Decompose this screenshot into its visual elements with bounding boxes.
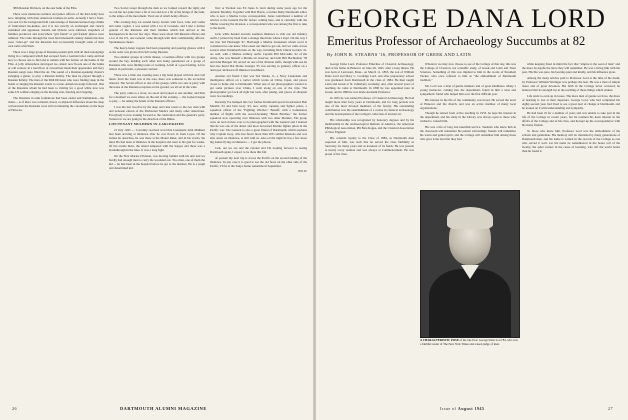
paragraph: I was the last two-five by the deep and clear toasts to the two men with and between eleven of the Divisional Medics and many other Americans. Everybody is now looking forward to the celebration and the general's party. Tomorrow we are going in the direction of the Rhine. [109, 104, 205, 121]
paragraph: while keeping fixed in mind the fact that "empire is the seed of man" and the more its depths the more they will remember. He was a living link with the past. His life was pure, his bearing quiet and kindly, and his influence great. [522, 62, 620, 75]
page-number-left: 26 [12, 406, 17, 411]
paragraph: At present my next trip is across the Pacific on the second landing of the Okinawa. In any case it is good to see the old faces on the other side of the Pacific, I'll be at the Tokyo home sometime in September. [210, 155, 307, 168]
article-byline: By JOHN B. STEARNS '16, PROFESSOR OF GREEK AND LATIN [327, 52, 472, 57]
right-column-3 [522, 62, 620, 404]
issue-prefix: Issue of [440, 406, 457, 411]
page-gutter [313, 0, 316, 420]
paragraph: Two smaller groups in a little theater, a German officer with two groups around the bay, kidding each other and being questioned on a group of Russians who were finding toasts or working. A hell of a good feeling. A few talkers in particular, a pleasant contrast. [109, 55, 205, 72]
paragraph: Two Soviet swept through the dark as we formed toward the right; and we ran but not quite; here a bit of rest and now a bit of the bridge of the fault, to the tempo of the movement. Tired out of small Army officers. [109, 6, 205, 19]
paragraph: Jack, out we are and the colonel and I'm looking forward to seeing Dartmouth again, I expect to be there this fall. [210, 145, 307, 154]
photo-caption [420, 339, 518, 347]
magazine-footer: DARTMOUTH ALUMNI MAGAZINE [120, 406, 207, 411]
paragraph: Mr. Lord was a man of gentle manners and of great kindliness. Many a young instructor, coming into the department, found in him a wise and sympathetic friend who helped him over the first difficult year. [420, 83, 516, 96]
paragraph: Text or Tiernan was Ed Jones Jr. born during some years ago for the Atlantic Monthly. Together with Bob Harris, a former Daily Dartmouth editor who is now a Marine Corps correspondent, Jones contributed a number of articles to the General Pacific before coming here, and is currently with the Shima covering the invasion, a correspondent who was among the first to take to the beach. [210, 6, 307, 31]
left-column-3 [210, 6, 307, 404]
paragraph: His scholarship was recognized by honorary degrees and by his membership in the Archaeological Institute of America, the American Philological Association, Phi Beta Kappa, and the Classical Association of New England. [325, 117, 414, 134]
paragraph: He had been ill for a number of years and was unable to take part in the life of the College in recent years, but he retained his keen interest in the affairs of the College and of his class, and he kept up his correspondence with his many friends. [522, 111, 620, 128]
signature-initials: H.E.W. [298, 169, 307, 174]
paragraph: 38th Russian Division, on the east bank of the Elbe. [13, 6, 78, 10]
page-number-right: 27 [608, 406, 613, 411]
portrait-photo [420, 190, 520, 338]
paragraph: His was a life of long and unselfish service. Students who knew him in the classroom will remember his patient scholarship; friends will remember his warm and genial spirit, and the College will remember him among those who gave it the best that they had. [420, 125, 516, 142]
paragraph: On the First Marine Division, was moving behind with his unit and we hardly had enough men to carry the wounded out. Two men, one of them the kid ... he had been in the hospital before he got to the marines. He is a tough and determined kid. [109, 153, 205, 171]
paragraph: There was a large group of Russian peasant girls with all their belongings living in a compound which had escaped from a German labor camp and had now to choose one to find and to remain with her former on the banks of the Elbe. A jolly atmosphere developed too, music now floods one of the banks or odd corners; in a loud flow of concertinas made their appearance and fiery Russian songs were filled the air. The sound of a Russian-speaking chorus's swinging a guitar, to play a Russian lullaby. The men he played through a Russian lullaby. The men of the 69th Division who were finding sleep in the bands or singing the Russian words to a tune. American songs followed. One of the Russians whom he had been to visiting for a good while now was some US soldiers singing on the moving side, dancing and clapping. [8, 49, 104, 95]
paragraph: 21 July 1945 — I recently received word that Lieutenant John Mulhern had been arriving at Okinawa after he was flown in from Leyte. Of the battles he describes, he was there at the Mount Ruler, and in his words, the mud. He had been at Okinawa in the hospital and went to his gun for weeks. Of the events there, the island tempered with the Sapper and there was a breakthrough in the lines. It was a long fight. [109, 128, 205, 153]
right-column-2 [420, 62, 516, 186]
paragraph: The party came to a close; we stood and looked at one another; and then for a moment we were silent. At the end of the evening — the General began to play — he taking the hands of the Russian officers. [109, 90, 205, 103]
paragraph: His constant loyalty to the Class of 1884, as Dartmouth men expected of him, was such that he served the class faithfully as Secretary for many years and as treasurer of its funds. He was present at nearly every reunion and was always at Commencement. He was proud of his class. [325, 135, 414, 156]
paragraph: There was a little one evening, here a big band played with hot and cold music from the band was at the area, there was someone to the accordion cheered. The Soviet officer at one of the groups, while two sets at party with the noise of the Russian reception on the ground, we all sat in the wine. [109, 73, 205, 90]
left-column-2 [109, 6, 205, 404]
paragraph: Life tends to even up in losses. The more men of genius we have, the more of learning is lost at their departure. George Lord, who had completed his eighty-second year, had lived to see a great deal of change at Dartmouth, and he looked on it with understanding and sympathy. [522, 93, 620, 110]
left-column-1 [8, 6, 104, 404]
paragraph: The Russians in tank formations had been ended and Kummando—the ticket— as if there was a mental, moral, or physical difference about the deep conversation the Russians were still accentuating the colonelians on the hope of Holocau. [8, 95, 104, 112]
paragraph: George Dana Lord, Professor Emeritus of Classical Archaeology, died at his home in Hanover on June 29, 1945, after a long illness. He was born at Lancaster, Mass., on March 11, 1863, the son of William Dana Lord and Mary C. Coolidge Lord, and after preparatory school was graduated from Dartmouth in the class of 1884. He then taught Latin and Greek at St. Johnsbury Academy, and, after several years of teaching, he came to Dartmouth. In 1890 he was appointed tutor in Greek, and in 1896 he was made Assistant Professor. [325, 62, 414, 95]
paragraph: Though he retired from active teaching in 1933, he kept his interest in the department, and his study in the Library was always open to those who wished to consult him. [420, 111, 516, 124]
paragraph: Jack, while headed towards southern Okinawa to visit our old infantry outfit, I picked my head from a strange mud hole where I slept. On the way I ran into Ted Horbaugh '47, Horbaugh a Marine Lieutenant whom word is considered no one knew. That eased our mind to get out, and we came across several other Dartmouth men on the way, including Dick Chuck Gordon '41. As well, with a Marine artillery outfit. Captain Bill McCaskle '42 of the Army, who was himself a Marine air observer, and both Bill Hochleitner '38 and John Heisgen '40, served on one of the division staffs, though with one he had also heard that Monte Granger '35 was serving as gunnery officer on a destroyer anchored off Okinawa beachhead. [210, 31, 307, 73]
paragraph: There were numerous soldiers and junior officers of the Red Army here now, mingling with their American brothers-in-arms. Actually I had a front-row seat for the background hall a knowledge of Russian learned large drinks of fruitcomed ms-kumsa, and it is not exactly an exchanged and clearly examined and appraised, medals and ribbons were admired, snapshots of families produced, and everywhere "girl friend" or girl friends' photos were admired. The radio through the town had nineteenth century Americans here were "tabor-go" and the Russians had occasionally brought some of their own radio with them. [8, 11, 104, 49]
caption-lead: A CHARACTERISTIC POSE [420, 338, 459, 342]
portrait-hair [447, 207, 493, 229]
section-heading: LIEUTENANT MULHERN IN-CARCERATED [109, 122, 184, 127]
portrait-body [429, 269, 511, 338]
paragraph: The heavy-laden wagons had been preparing and pouring glasses with it as the order was given all in full swing Russian. [109, 45, 205, 54]
paragraph: Recently I've bumped into two former Dartmouth sports broadcasters Bob Mestlin '43 and Don Gray '43, now Army captains and fighter pilots, a squadron officer of the "Fighting Witches." Bestaff, with a tremendous number of flights with the record-breaking "Black Batches," the former squadron now operating over Okinawa with two other Marines. The group were on and on here over to be photographed with the General and I learned that he was one of the ablest and most decorated Marine fighter pilots in the Pacific war. The General is also a great friend of Dartmouth, which explains why Captain Gray, who has flown more than 200 combat missions and was shot down on Okinawa, is still with us. Also on the night he has a few more big names flying on Okinawa — I got the photos. [210, 99, 307, 145]
paragraph: Another old friend I met was Ted Weeks, Jr., a Navy Lieutenant and intelligence officer on a carrier which works on China, Japan, and places closer to home and to Dartmouth. When one of our photographers wanted to get some pictures over China, I went along on one of the trips. The photographer got back all right but took, after joking, and pieces of shrapnel were two landings. [210, 73, 307, 99]
paragraph: To those who knew him, Professor Lord was the embodiment of the scholar and gentleman. His memory will be cherished by many generations of Dartmouth men, and his name is written in the records of the College as one who served it well. Let his name be remembered in the honor roll of the faculty, the quiet worker in the cause of learning, who left the world better than he found it. [522, 129, 620, 154]
paragraph: This evening they sat around heavy barrels with food, wine and vodka and some cognac. I was seated with a lot of Colonels, and I met a former general of the Russians and their families which had arrived at the headquarters in the last few days. There were about 100 Russian officers and a lot of the US, one General came through with their commanding officers. Spontaneous cheers. [109, 19, 205, 44]
caption-text: of the late Prof. George Dana Lord '84, who was a faithful reader of The New York Times and a keen judge of men. [420, 338, 518, 346]
paragraph: In 1925 he was named Professor of Classical Archaeology. He had taught more than forty years at Dartmouth, and for long periods was one of the most devoted members of the faculty. His outstanding contribution was the establishment of a course in classical archaeology and the development of the College's collection of ancient art. [325, 95, 414, 117]
paragraph: His interest in the life of the community was broad. He served the town of Hanover and the church, and was an active member of many local organizations. [420, 97, 516, 110]
paragraph: Among the many articles paid to Professor Lord at the time of his death, by Professor William Wirtinger was perhaps the best. He was a man of simple tastes and of great devotion. His faith in the College never wavered; he believed that its strength lay in the teaching of those things which endure. [522, 75, 620, 92]
issue-label [440, 406, 484, 411]
article-subtitle: Emeritus Professor of Archaeology Succumbs at 82 [327, 34, 586, 48]
article-title: GEORGE DANA LORD [327, 4, 606, 33]
paragraph: Whatever we may now choose to see of the College of that day, this was the College of Classical, not scientific study, of Greek and Latin and Truer Sciences. Something of this was implied to him in the words of President Tucker, who once referred to him as "the embodiment of Dartmouth tradition." [420, 62, 516, 83]
right-column-1 [325, 62, 414, 404]
issue-date: August 1945 [457, 406, 485, 411]
